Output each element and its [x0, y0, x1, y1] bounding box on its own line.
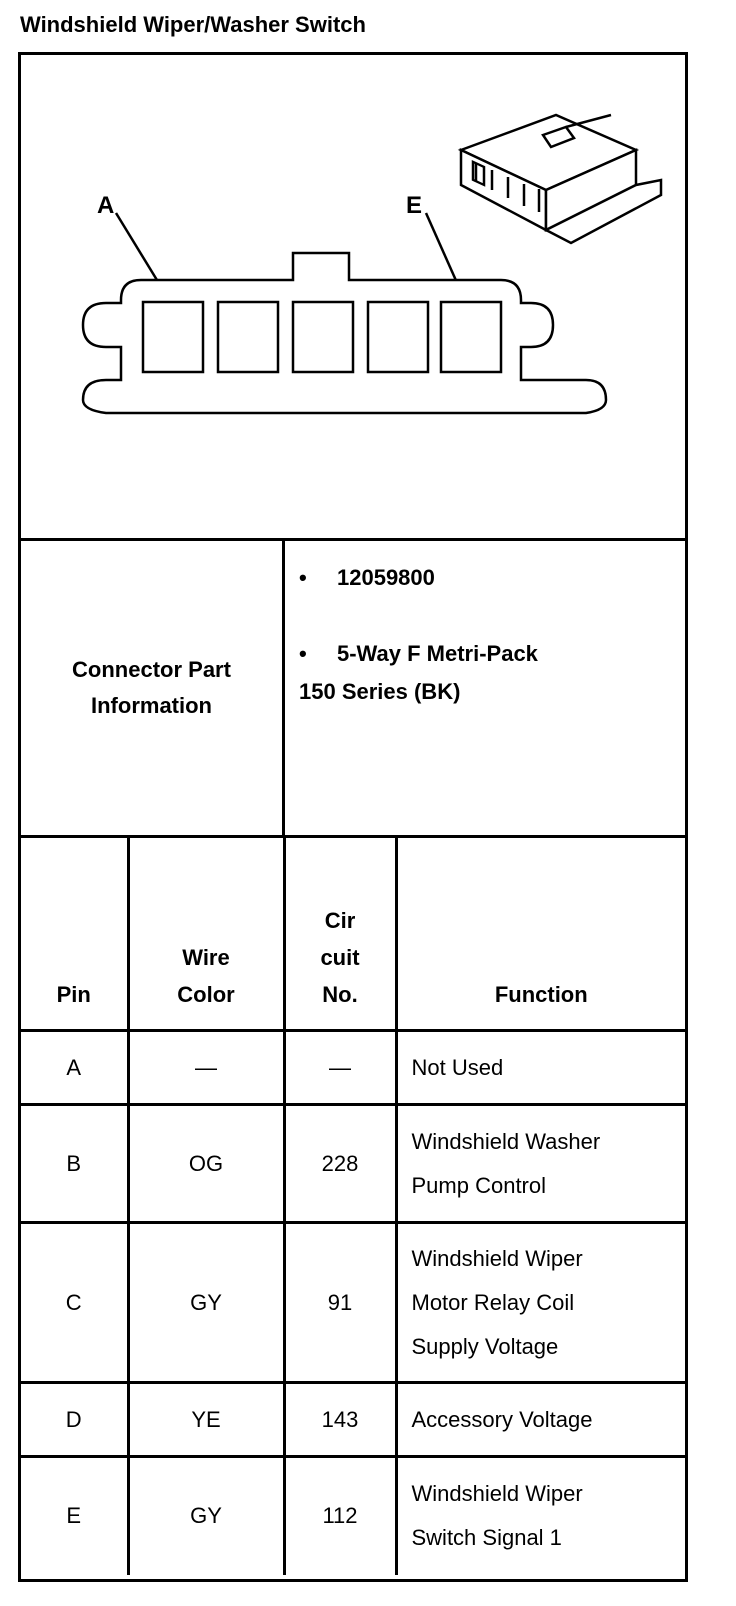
cavity-e	[441, 302, 501, 372]
connector-face-svg	[21, 55, 685, 538]
circuit-cell: 228	[284, 1105, 396, 1223]
info-label-line2: Information	[91, 693, 212, 718]
table-row	[21, 1223, 685, 1383]
connector-description-line1: 5-Way F Metri-Pack	[337, 641, 538, 666]
part-number: 12059800	[337, 565, 435, 590]
pin-cell: D	[21, 1383, 128, 1457]
table-row	[21, 1031, 685, 1105]
pin-label-a: A	[97, 192, 115, 219]
wire-color-cell: GY	[128, 1457, 284, 1575]
circuit-cell: —	[284, 1031, 396, 1105]
function-cell: Windshield Wiper Switch Signal 1	[396, 1457, 685, 1575]
wire-color-cell: —	[128, 1031, 284, 1105]
bullet-icon: •	[299, 641, 307, 666]
info-label-line1: Connector Part	[72, 657, 231, 682]
circuit-cell: 91	[284, 1223, 396, 1383]
header-circuit-number: Cir cuit No.	[284, 838, 396, 1031]
wire-color-cell: OG	[128, 1105, 284, 1223]
connector-3d-icon	[461, 115, 661, 243]
pin-cell: C	[21, 1223, 128, 1383]
wire-color-cell: YE	[128, 1383, 284, 1457]
pin-cell: A	[21, 1031, 128, 1105]
connector-description-line2: 150 Series (BK)	[299, 679, 461, 704]
cavity-b	[218, 302, 278, 372]
connector-part-info	[21, 541, 685, 838]
bullet-icon: •	[299, 565, 307, 590]
function-cell: Windshield Wiper Motor Relay Coil Supply Voltage	[396, 1223, 685, 1383]
pin-cell: E	[21, 1457, 128, 1575]
function-cell: Windshield Washer Pump Control	[396, 1105, 685, 1223]
cavity-d	[368, 302, 428, 372]
pin-cell: B	[21, 1105, 128, 1223]
pinout-table	[21, 838, 685, 1575]
cavity-a	[143, 302, 203, 372]
wire-color-cell: GY	[128, 1223, 284, 1383]
circuit-cell: 112	[284, 1457, 396, 1575]
function-cell: Accessory Voltage	[396, 1383, 685, 1457]
table-row	[21, 1383, 685, 1457]
function-cell: Not Used	[396, 1031, 685, 1105]
header-pin: Pin	[21, 838, 128, 1031]
table-row	[21, 1105, 685, 1223]
pinout-header-row	[21, 838, 685, 1031]
table-row	[21, 1457, 685, 1575]
connector-part-info-values	[299, 559, 679, 711]
circuit-cell: 143	[284, 1383, 396, 1457]
connector-part-info-label	[21, 541, 285, 835]
cavity-c	[293, 302, 353, 372]
pin-label-e: E	[406, 192, 423, 219]
page-title: Windshield Wiper/Washer Switch	[20, 12, 366, 37]
connector-diagram	[21, 55, 685, 541]
connector-frame	[18, 52, 688, 1582]
header-function: Function	[396, 838, 685, 1031]
header-wire-color: Wire Color	[128, 838, 284, 1031]
